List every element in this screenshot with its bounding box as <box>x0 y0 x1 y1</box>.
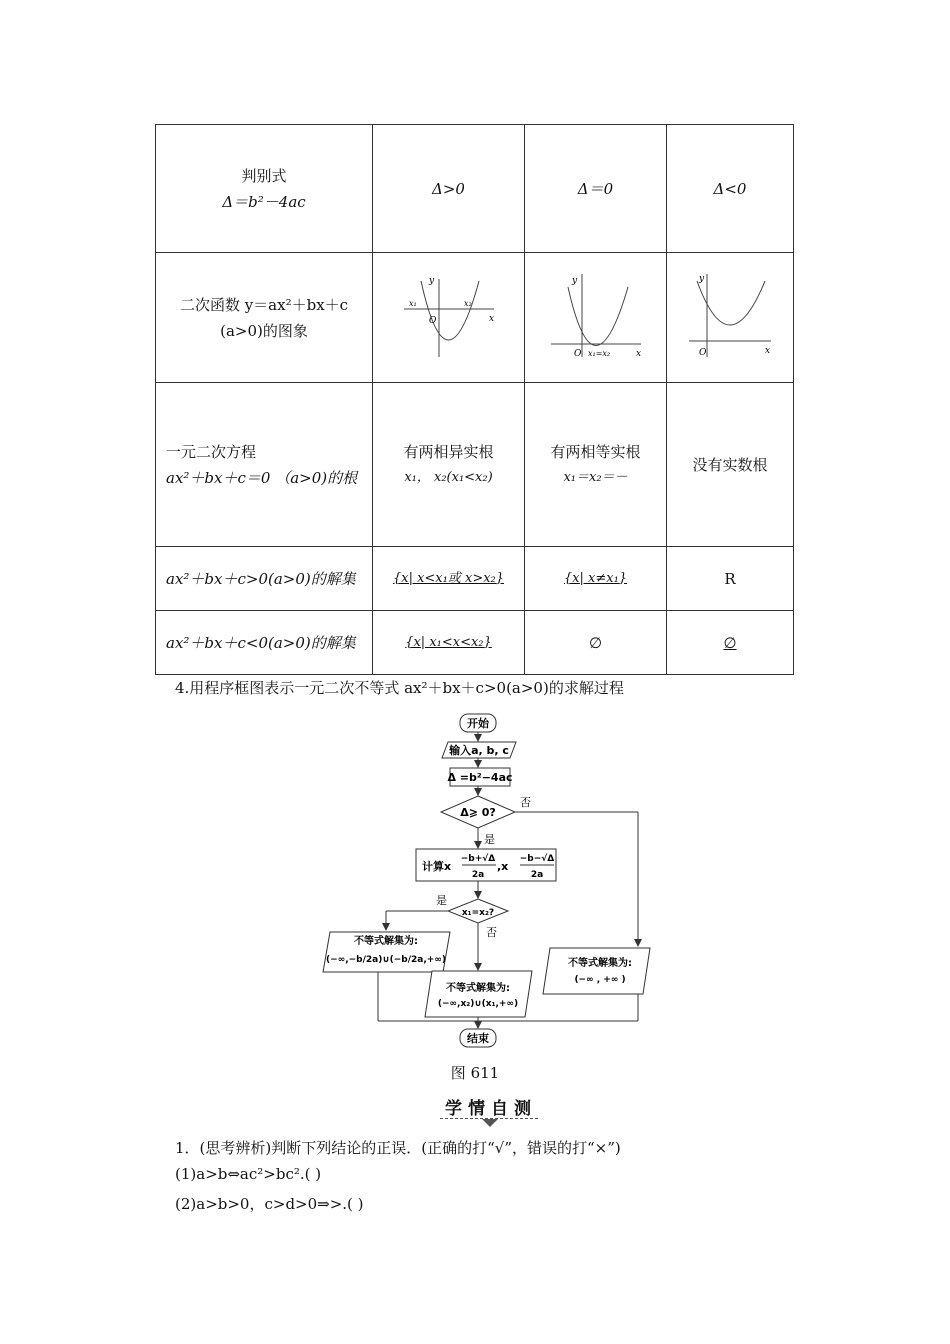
axis-x-label: x <box>635 348 641 359</box>
header-discriminant <box>156 125 373 253</box>
discriminant-label: 判别式 <box>241 166 287 185</box>
roots-label-line1: 一元二次方程 <box>166 442 257 461</box>
solution-all-reals-body: (−∞ , +∞ ) <box>574 975 626 985</box>
roots-two-distinct <box>373 383 525 547</box>
flowchart <box>310 708 660 1053</box>
roots-label-line2: ax²＋bx＋c＝0 （a>0)的根 <box>166 468 358 487</box>
parabola-two-roots-figure <box>399 269 499 359</box>
x2-denominator: 2a <box>530 870 544 880</box>
parabola-no-root-figure <box>685 269 775 359</box>
branch-no-1: 否 <box>520 796 531 809</box>
question-1: 1．(思考辨析)判断下列结论的正误．(正确的打“√”，错误的打“×”) <box>175 1139 621 1157</box>
axis-y-label: y <box>571 275 577 286</box>
double-root-label: x₁=x₂ <box>587 348 610 358</box>
section-title-triangle-icon <box>482 1119 498 1127</box>
gt-solution-no-root: R <box>667 547 794 611</box>
solution-distinct-roots-title: 不等式解集为: <box>446 983 510 994</box>
row-graph-label <box>156 253 373 383</box>
solution-distinct-roots-body: (−∞,x₂)∪(x₁,+∞) <box>437 999 519 1009</box>
root-x1-label: x₁ <box>408 298 417 308</box>
parabola-one-root-figure <box>546 269 646 359</box>
lt-solution-two-roots: {x| x₁<x<x₂} <box>373 611 525 675</box>
lt-solution-one-root: ∅ <box>525 611 667 675</box>
origin-label: O <box>699 347 707 358</box>
x1-denominator: 2a <box>471 870 485 880</box>
axis-x-label: x <box>488 313 494 324</box>
solution-box-distinct-roots <box>425 971 532 1017</box>
origin-label: O <box>428 315 436 326</box>
axis-x-label: x <box>765 345 771 356</box>
decision-delta-label: Δ⩾ 0? <box>460 806 496 819</box>
lt-solution-no-root: ∅ <box>667 611 794 675</box>
graph-label-line1: 二次函数 y＝ax²＋bx＋c <box>179 295 349 314</box>
origin-label: O <box>573 348 581 359</box>
x2-numerator: −b−√Δ <box>519 854 555 864</box>
gt-solution-one-root: {x| x≠x₁} <box>525 547 667 611</box>
graph-label-line2: (a>0)的图象 <box>220 321 308 340</box>
end-label: 结束 <box>467 1032 489 1045</box>
solution-all-reals-title: 不等式解集为: <box>568 958 632 969</box>
quadratic-table <box>155 124 794 675</box>
calc-x2-prefix: ,x <box>497 860 509 873</box>
header-delta-positive: Δ>0 <box>373 125 525 253</box>
delta-process-label: Δ =b²−4ac <box>447 771 513 784</box>
discriminant-formula: Δ＝b²－4ac <box>222 192 306 211</box>
branch-yes-1: 是 <box>484 833 495 846</box>
root-x2-label: x₂ <box>463 298 472 308</box>
section-title: 学情自测 <box>445 1099 537 1119</box>
roots-two-distinct-values: x₁， x₂(x₁<x₂) <box>404 469 493 485</box>
flowchart-heading: 4.用程序框图表示一元二次不等式 ax²＋bx＋c>0(a>0)的求解过程 <box>175 679 624 697</box>
start-label: 开始 <box>467 717 489 730</box>
row-lt-label: ax²＋bx＋c<0(a>0)的解集 <box>156 611 373 675</box>
solution-equal-roots-title: 不等式解集为: <box>354 936 418 947</box>
row-roots-label <box>156 383 373 547</box>
graph-one-root <box>525 253 667 383</box>
branch-no-2: 否 <box>486 926 497 939</box>
input-label: 输入a, b, c <box>449 744 509 757</box>
graph-two-roots <box>373 253 525 383</box>
axis-y-label: y <box>699 273 705 284</box>
roots-none: 没有实数根 <box>667 383 794 547</box>
graph-no-root <box>667 253 794 383</box>
solution-box-all-reals <box>543 948 650 994</box>
solution-equal-roots-body: (−∞,−b/2a)∪(−b/2a,+∞) <box>326 955 446 965</box>
roots-two-distinct-text: 有两相异实根 <box>403 442 494 461</box>
x1-numerator: −b+√Δ <box>460 854 496 864</box>
figure-caption: 图 611 <box>450 1064 500 1082</box>
decision-equal-roots-label: x₁=x₂? <box>461 908 495 918</box>
branch-yes-2: 是 <box>436 894 447 907</box>
header-delta-zero: Δ＝0 <box>525 125 667 253</box>
header-delta-negative: Δ<0 <box>667 125 794 253</box>
question-1-item-2: (2)a>b>0，c>d>0⇒>.( ) <box>175 1195 364 1213</box>
row-gt-label: ax²＋bx＋c>0(a>0)的解集 <box>156 547 373 611</box>
roots-two-equal <box>525 383 667 547</box>
question-1-item-1: (1)a>b⇔ac²>bc².( ) <box>175 1165 322 1183</box>
gt-solution-two-roots: {x| x<x₁或 x>x₂} <box>373 547 525 611</box>
axis-y-label: y <box>428 275 434 286</box>
roots-two-equal-values: x₁＝x₂＝－ <box>563 469 628 485</box>
roots-two-equal-text: 有两相等实根 <box>550 442 641 461</box>
calc-prefix: 计算x <box>422 860 452 873</box>
